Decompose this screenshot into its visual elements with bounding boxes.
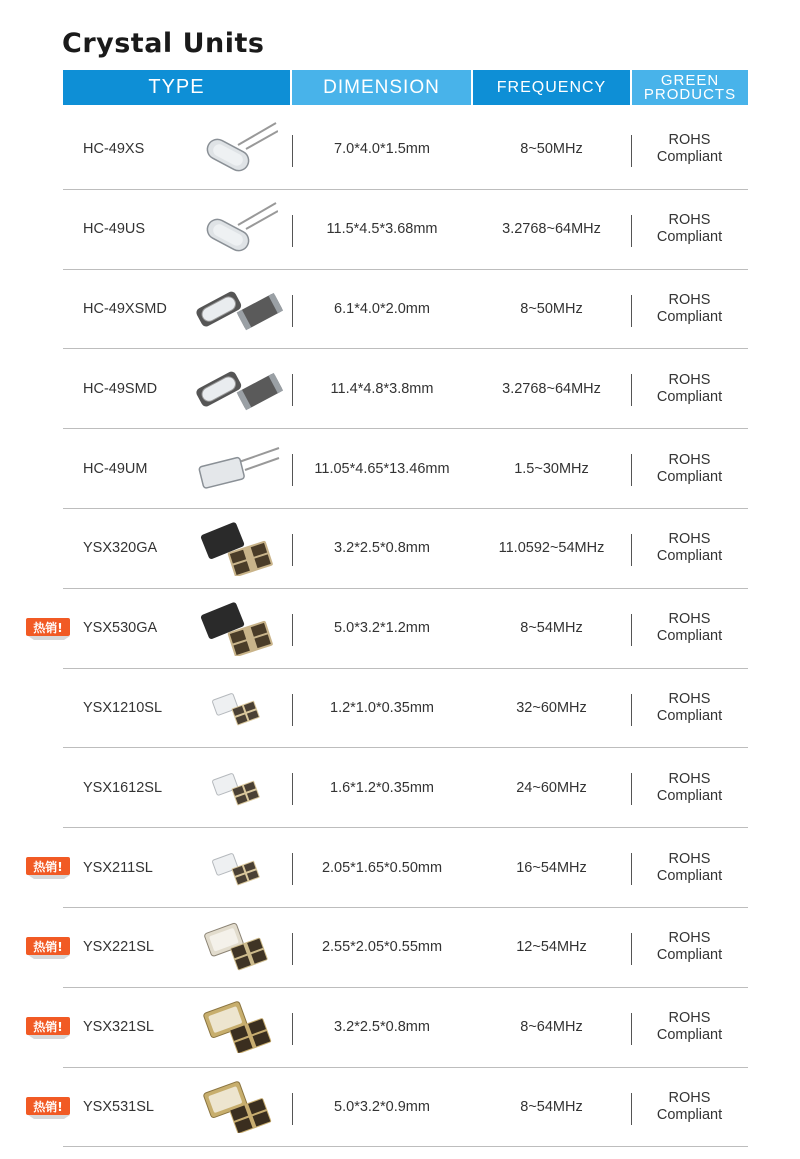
product-type: YSX211SL [83,859,153,876]
hc49um-can-icon [195,446,281,492]
product-frequency: 8~64MHz [520,1019,583,1036]
product-frequency: 32~60MHz [516,699,587,716]
rohs-label: ROHS [668,451,711,468]
table-row [63,349,748,429]
green-products-status [631,988,748,1067]
product-frequency: 16~54MHz [516,859,587,876]
product-frequency: 8~54MHz [520,1098,583,1115]
rohs-label: ROHS [668,690,711,707]
product-dimension: 6.1*4.0*2.0mm [334,300,430,317]
product-dimension: 1.2*1.0*0.35mm [330,699,434,716]
product-type: YSX530GA [83,620,158,637]
hc49-smd-icon [193,364,283,414]
table-row [63,509,748,589]
green-products-status [631,748,748,827]
compliant-label: Compliant [656,149,723,166]
compliant-label: Compliant [656,947,723,964]
product-type: HC-49US [83,221,146,238]
product-frequency: 1.5~30MHz [514,460,589,477]
hot-sale-badge-icon [26,857,72,879]
hot-sale-badge-icon [26,1097,72,1119]
product-type: YSX1612SL [83,779,163,796]
svg-text:热销!: 热销! [33,939,63,954]
green-products-status [631,908,748,987]
table-header [63,70,748,105]
hc49-through-hole-icon [198,199,278,259]
hot-sale-badge-icon [26,618,72,640]
smd-small-chip-icon [208,768,268,808]
product-image [188,908,288,987]
smd-small-chip-icon [208,848,268,888]
rohs-label: ROHS [668,850,711,867]
rohs-label: ROHS [668,930,711,947]
compliant-label: Compliant [656,787,723,804]
hc49-smd-icon [193,284,283,334]
table-row [33,908,748,988]
smd-black-chip-icon [198,600,278,656]
product-image [188,110,288,189]
compliant-label: Compliant [656,308,723,325]
green-products-status [631,110,748,189]
product-type: YSX321SL [83,1019,154,1036]
svg-text:热销!: 热销! [33,860,63,875]
green-products-status [631,270,748,349]
green-products-status [631,349,748,428]
svg-text:热销!: 热销! [33,1019,63,1034]
product-image [188,190,288,269]
product-dimension: 5.0*3.2*0.9mm [334,1098,430,1115]
product-dimension: 7.0*4.0*1.5mm [334,141,430,158]
product-frequency: 11.0592~54MHz [498,540,605,557]
table-row [63,748,748,828]
rohs-label: ROHS [668,212,711,229]
compliant-label: Compliant [656,468,723,485]
product-image [188,270,288,349]
product-frequency: 12~54MHz [516,939,587,956]
green-products-status [631,190,748,269]
product-image [188,509,288,588]
product-image [188,669,288,748]
table-row [63,669,748,749]
header-green-line1: GREEN [660,71,720,89]
compliant-label: Compliant [656,707,723,724]
product-frequency: 8~50MHz [520,141,583,158]
rohs-label: ROHS [668,132,711,149]
product-frequency: 3.2768~64MHz [502,221,601,238]
product-type: HC-49SMD [83,380,158,397]
header-green-line2: PRODUCTS [643,85,737,103]
rohs-label: ROHS [668,1089,711,1106]
product-image [188,748,288,827]
product-dimension: 2.05*1.65*0.50mm [321,859,443,876]
product-dimension: 1.6*1.2*0.35mm [330,779,434,796]
svg-text:热销!: 热销! [33,1099,63,1114]
product-type: YSX1210SL [83,699,163,716]
green-products-status [631,589,748,668]
product-frequency: 3.2768~64MHz [502,380,601,397]
product-image [188,988,288,1067]
table-row [33,988,748,1068]
green-products-status [631,1068,748,1147]
rohs-label: ROHS [668,291,711,308]
smd-black-chip-icon [198,520,278,576]
compliant-label: Compliant [656,867,723,884]
header-type: TYPE [63,70,290,105]
rohs-label: ROHS [668,531,711,548]
product-dimension: 11.05*4.65*13.46mm [314,460,450,477]
smd-gold-chip-icon [202,1001,274,1053]
product-frequency: 8~50MHz [520,300,583,317]
rohs-label: ROHS [668,371,711,388]
compliant-label: Compliant [656,229,723,246]
product-image [188,589,288,668]
table-row [33,828,748,908]
hc49-through-hole-icon [198,119,278,179]
table-row [33,589,748,669]
product-dimension: 11.4*4.8*3.8mm [330,380,434,397]
green-products-status [631,429,748,508]
product-type: HC-49UM [83,460,148,477]
green-products-status [631,828,748,907]
page-title: Crystal Units [62,28,265,59]
product-dimension: 5.0*3.2*1.2mm [334,620,430,637]
product-table [0,110,800,1147]
product-type: YSX531SL [83,1098,154,1115]
table-row [63,190,748,270]
hot-sale-badge-icon [26,937,72,959]
smd-metal-chip-icon [203,922,273,972]
product-frequency: 24~60MHz [516,779,587,796]
product-dimension: 11.5*4.5*3.68mm [326,221,438,238]
compliant-label: Compliant [656,628,723,645]
product-frequency: 8~54MHz [520,620,583,637]
product-dimension: 3.2*2.5*0.8mm [334,540,430,557]
product-type: HC-49XS [83,141,145,158]
header-dimension: DIMENSION [290,70,471,105]
smd-small-chip-icon [208,688,268,728]
product-image [188,828,288,907]
table-row [63,270,748,350]
smd-gold-chip-icon [202,1081,274,1133]
product-type: YSX320GA [83,540,158,557]
compliant-label: Compliant [656,1106,723,1123]
product-image [188,1068,288,1147]
product-dimension: 3.2*2.5*0.8mm [334,1019,430,1036]
product-type: YSX221SL [83,939,154,956]
compliant-label: Compliant [656,548,723,565]
product-image [188,429,288,508]
hot-sale-badge-icon [26,1017,72,1039]
rohs-label: ROHS [668,611,711,628]
green-products-status [631,669,748,748]
header-green-products [630,70,748,105]
table-row [63,429,748,509]
compliant-label: Compliant [656,1027,723,1044]
table-row [33,1068,748,1148]
product-dimension: 2.55*2.05*0.55mm [321,939,443,956]
green-products-status [631,509,748,588]
rohs-label: ROHS [668,770,711,787]
rohs-label: ROHS [668,1010,711,1027]
product-type: HC-49XSMD [83,300,167,317]
svg-text:热销!: 热销! [33,620,63,635]
header-frequency: FREQUENCY [471,70,630,105]
table-row [63,110,748,190]
product-image [188,349,288,428]
compliant-label: Compliant [656,388,723,405]
